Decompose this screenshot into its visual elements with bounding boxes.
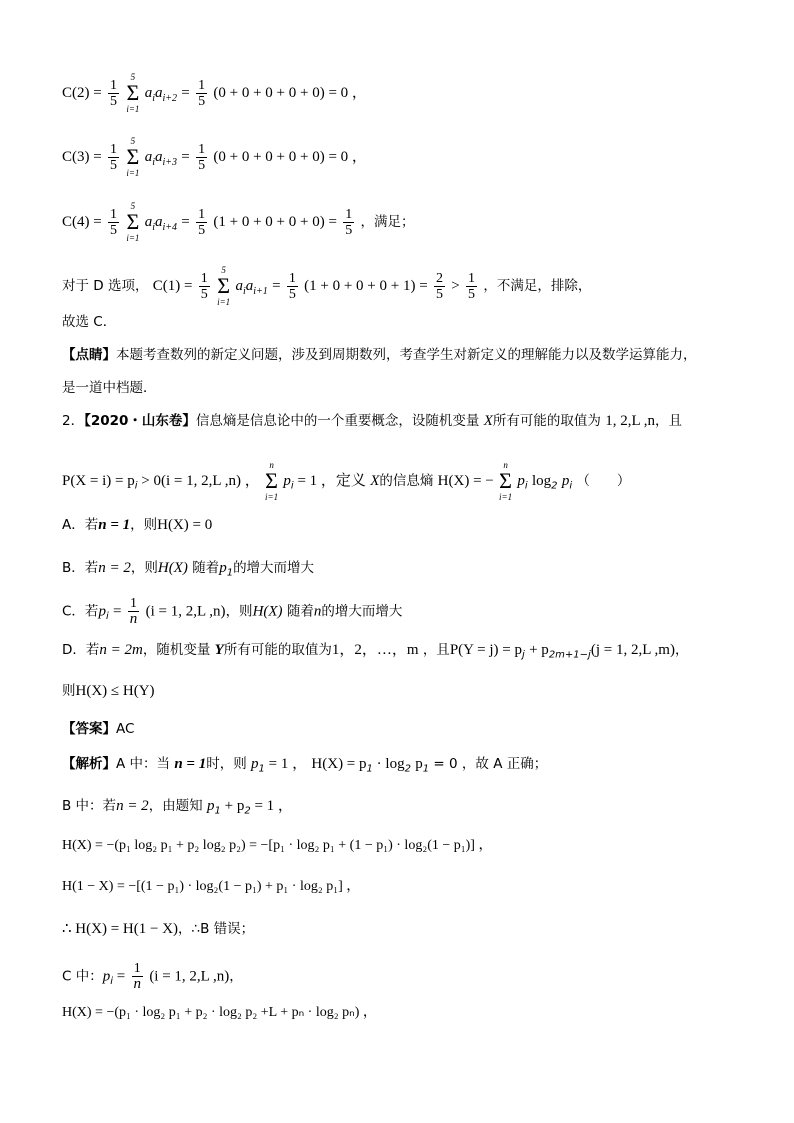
answer-tag: 【答案】 (62, 721, 116, 737)
analysis-tag: 【解析】 (62, 756, 116, 772)
option-d-line-2: 则H(X) ≤ H(Y) (62, 683, 155, 699)
fraction: $\frac{1}{5}$ (200, 270, 208, 302)
fraction: $\frac{1}{5}$ (110, 77, 118, 109)
analysis-line-7: H(X) = −(p₁ · log₂ p₁ + p₂ · log₂ p₂ +L + pₙ · log₂ pₙ) ， (62, 1005, 377, 1020)
question-line-1: 2．【2020・山东卷】信息熵是信息论中的一个重要概念，设随机变量 X所有可能的取值为 1, 2,L ,n，且 (62, 413, 683, 429)
question-source-tag: 【2020・山东卷】 (84, 413, 196, 429)
fraction: $\frac{1}{5}$ (198, 206, 206, 238)
equation-c3: C(3) = $\frac{1}{5}$ 5 Σ i=1 $a_ia_{i+3}$ = $\frac{1}{5}$ (0 + 0 + 0 + 0 + 0) = 0 ， (62, 136, 367, 178)
comment-tag: 【点睛】 (62, 347, 116, 363)
comment-line-2: 是一道中档题． (62, 380, 157, 396)
analysis-line-6: C 中：$p_i$ = $\frac{1}{n}$ (i = 1, 2,L ,n)， (62, 961, 243, 992)
question-line-2: $P(X = i) = p_i > 0(i = 1$, 2,L ,n) ， n Σ i=1 $p_i = 1$ ，定义 X的信息熵 H(X) = − n Σ i=1 $p_i$ $\log_2 p_i$ （ ） (62, 460, 631, 502)
sum-symbol: n Σ i=1 (499, 460, 513, 502)
fraction: $\frac{1}{5}$ (110, 141, 118, 173)
analysis-line-3: H(X) = −(p₁ log₂ p₁ + p₂ log₂ p₂) = −[p₁ · log₂ p₁ + (1 − p₁) · log₂(1 − p₁)] ， (62, 838, 493, 853)
fraction: $\frac{1}{n}$ (129, 596, 138, 627)
analysis-line-5: ∴ H(X) = H(1 − X)，∴B 错误； (62, 921, 255, 937)
analysis-line-1: 【解析】A 中：当 n = 1时，则 $p_1 = 1$ ， $H(X) = p_1 \cdot \log_2 p_1 = 0$ ，故 A 正确； (62, 756, 548, 775)
sum-symbol: 5 Σ i=1 (126, 201, 140, 243)
fraction: $\frac{1}{n}$ (133, 961, 142, 992)
fraction: $\frac{1}{5}$ (198, 141, 206, 173)
fraction: $\frac{1}{5}$ (198, 77, 206, 109)
analysis-line-2: B 中：若n = 2，由题知 $p_1 + p_2 = 1$ ， (62, 798, 293, 817)
comment-line-1: 【点睛】本题考查数列的新定义问题，涉及到周期数列，考查学生对新定义的理解能力以及数学运算能力， (62, 347, 697, 363)
choose-line: 故选 C． (62, 314, 117, 330)
option-b: B．若n = 2，则H(X) 随着$p_1$的增大而增大 (62, 560, 315, 579)
option-a: A．若n = 1，则H(X) = 0 (62, 517, 213, 533)
equation-d-option: 对于 D 选项， C(1) = $\frac{1}{5}$ 5 Σ i=1 $a_ia_{i+1}$ = $\frac{1}{5}$ (1 + 0 + 0 + 0 + 1) = $\frac{2}{5}$ > $\frac{1}{5}$ ，不满足，排除， (62, 265, 592, 307)
fraction: $\frac{1}{5}$ (468, 270, 476, 302)
analysis-line-4: H(1 − X) = −[(1 − p₁) · log₂(1 − p₁) + p₁ · log₂ p₁] ， (62, 879, 361, 894)
fraction: $\frac{1}{5}$ (110, 206, 118, 238)
answer-line: 【答案】AC (62, 721, 135, 737)
sum-symbol: 5 Σ i=1 (126, 136, 140, 178)
equation-c2: C(2) = $\frac{1}{5}$ 5 Σ i=1 $a_ia_{i+2}$ = $\frac{1}{5}$ (0 + 0 + 0 + 0 + 0) = 0 ， (62, 72, 367, 114)
sum-symbol: 5 Σ i=1 (217, 265, 231, 307)
option-d: D．若n = 2m，随机变量 Y所有可能的取值为1，2，…，m ，且$P(Y = j) = p_j + p_{2m+1-j}(j = 1$, 2,L ,m)， (62, 642, 689, 661)
fraction: $\frac{2}{5}$ (435, 270, 443, 302)
option-c: C．若$p_i$ = $\frac{1}{n}$ (i = 1, 2,L ,n)，则H(X) 随着n的增大而增大 (62, 596, 403, 627)
fraction: $\frac{1}{5}$ (288, 270, 296, 302)
fraction: $\frac{1}{5}$ (345, 206, 353, 238)
sum-symbol: 5 Σ i=1 (126, 72, 140, 114)
sum-symbol: n Σ i=1 (265, 460, 279, 502)
equation-c4: C(4) = $\frac{1}{5}$ 5 Σ i=1 $a_ia_{i+4}$ = $\frac{1}{5}$ (1 + 0 + 0 + 0 + 0) = $\frac{1}{5}$ ，满足； (62, 201, 415, 243)
